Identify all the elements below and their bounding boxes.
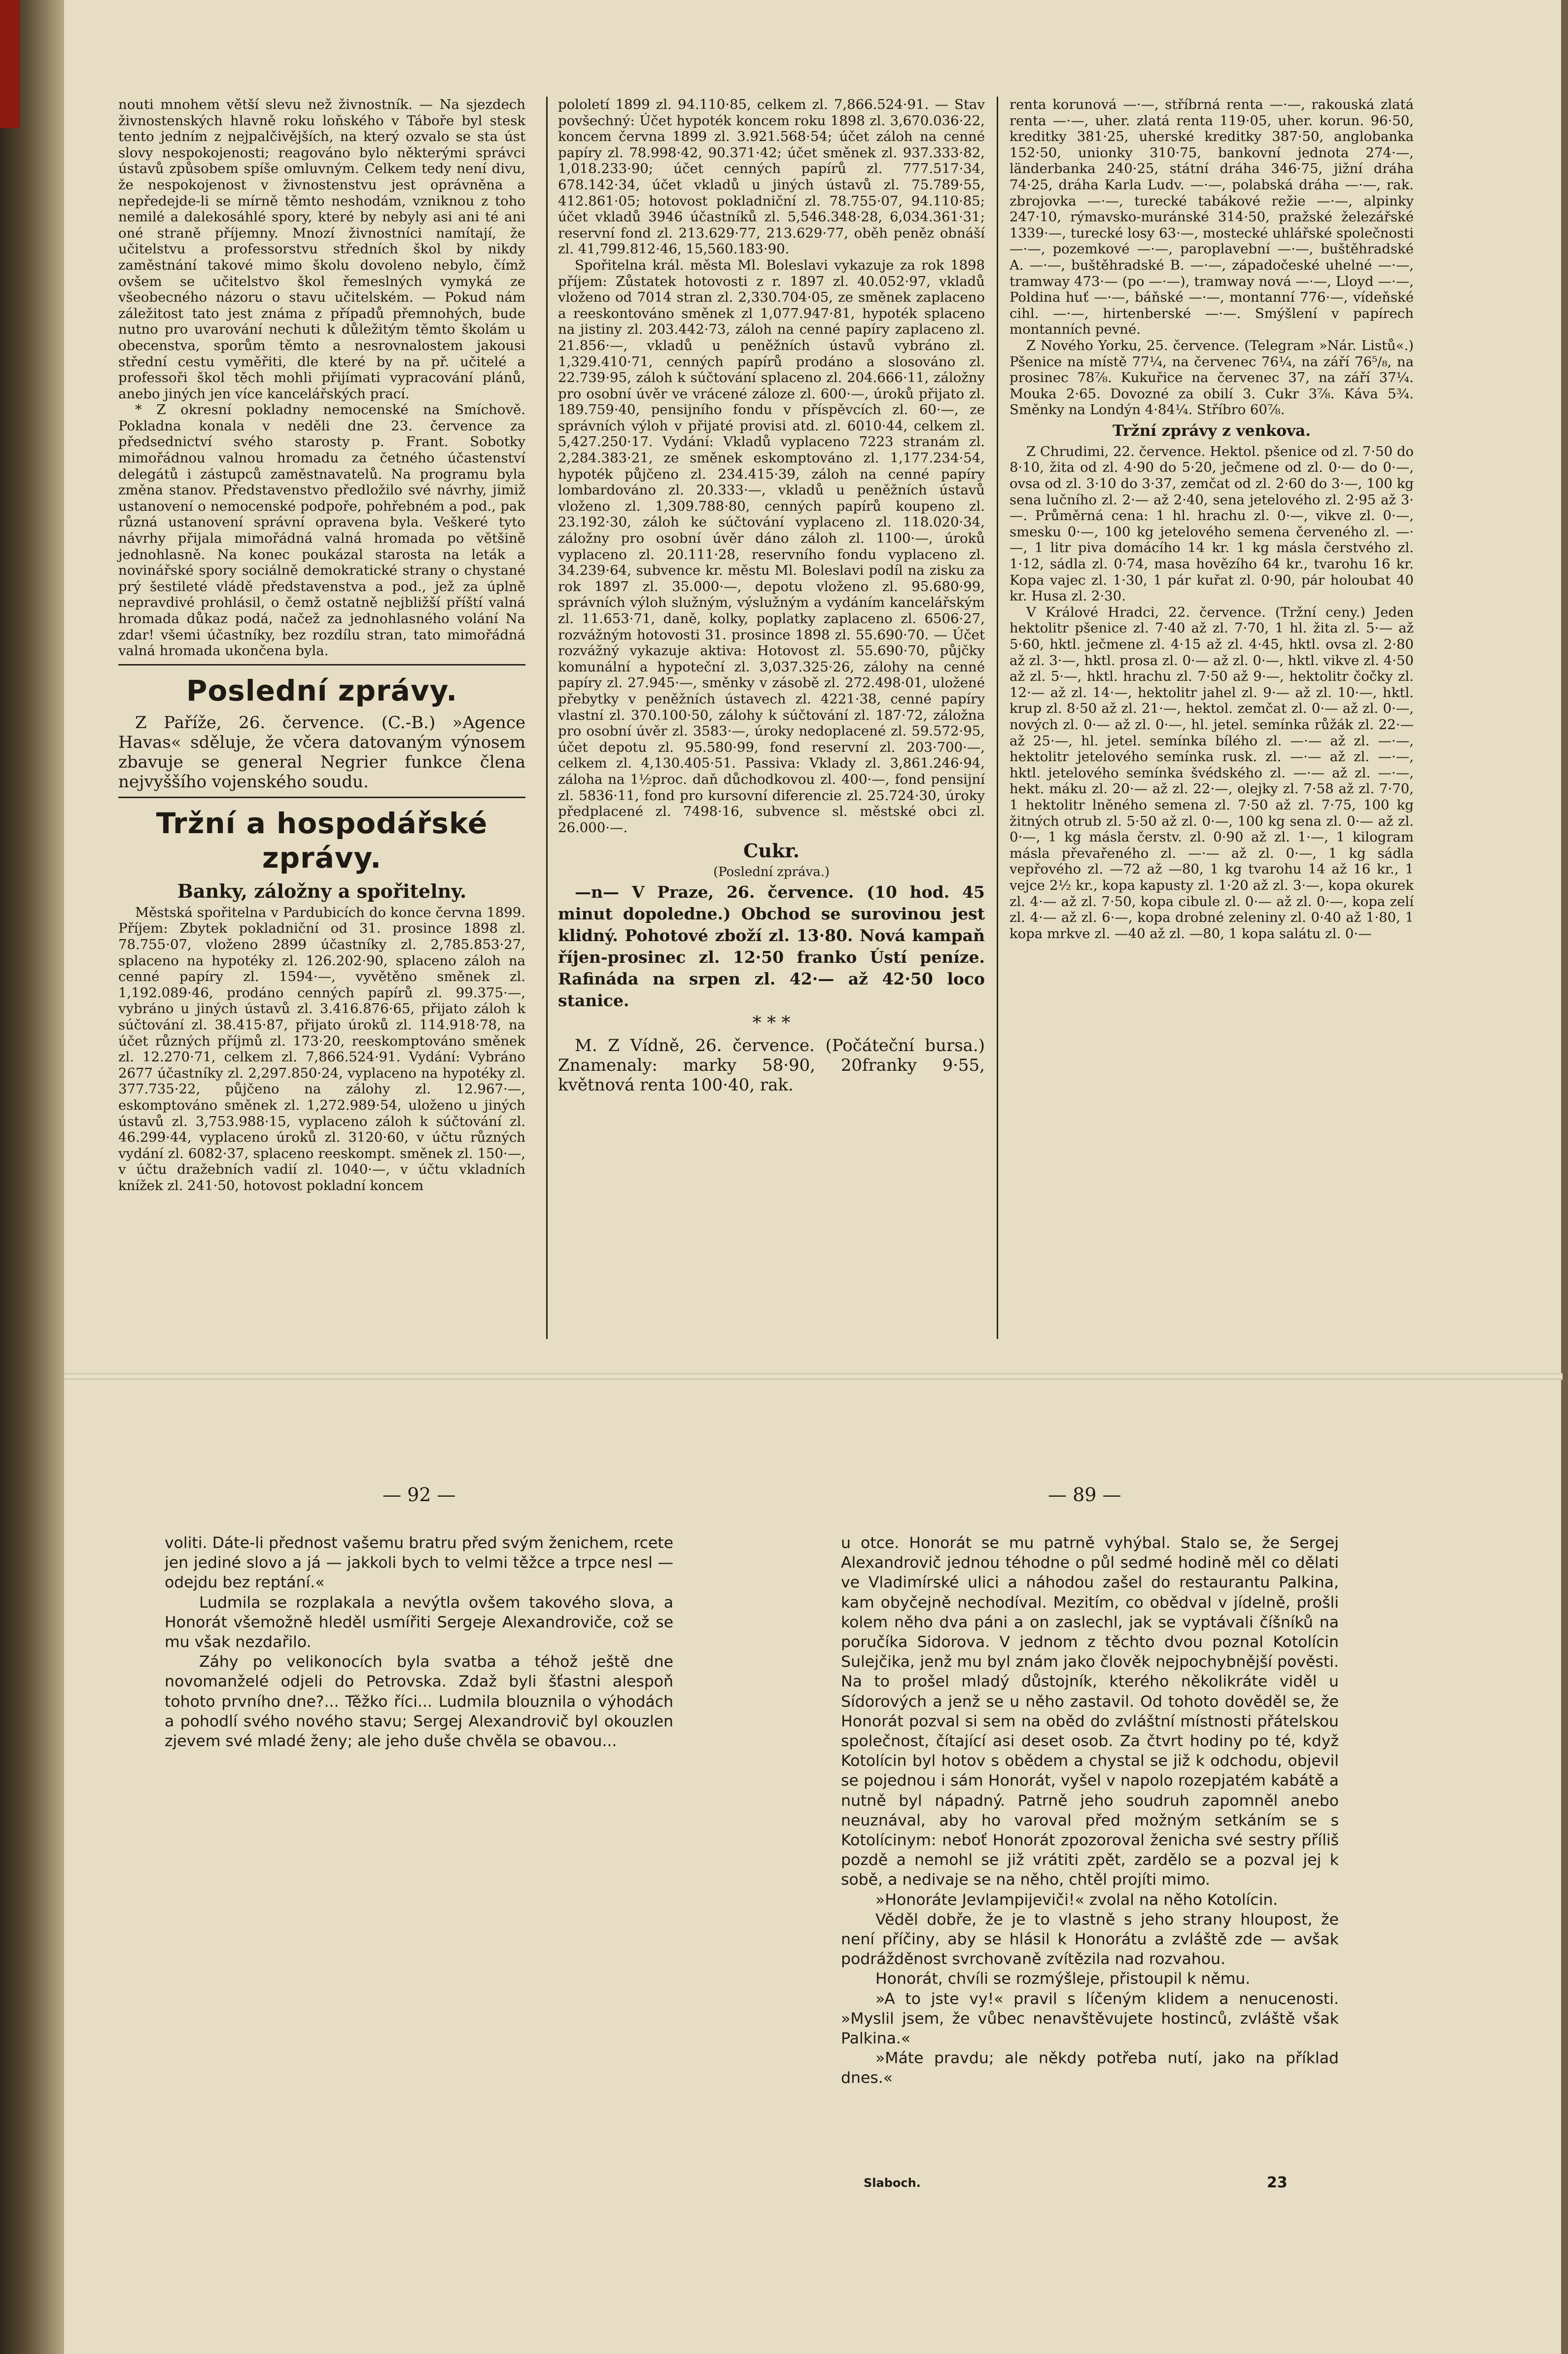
book-binding bbox=[0, 0, 64, 2354]
novel-paragraph: Věděl dobře, že je to vlastně s jeho strany hloupost, že není příčiny, aby se hlásil k Honorátu a zvláště zde — avšak podrážděnost svrchovaně zvítězila nad rozvahou. bbox=[841, 1910, 1339, 1968]
novel-paragraph: Honorát, chvíli se rozmýšleje, přistoupil k němu. bbox=[875, 1970, 1251, 1988]
divider bbox=[118, 797, 525, 798]
novel-paragraph: Ludmila se rozplakala a nevýtla ovšem takového slova, a Honorát všemožně hleděl usmířiti Sergeje Alexandroviče, což se mu však nezdařilo. bbox=[165, 1593, 673, 1651]
novel-paragraph: Záhy po velikonocích byla svatba a téhož ještě dne novomanželé odjeli do Petrovska. Zdaž byli šťastni alespoň tohoto prvního dne?... Těžko říci... Ludmila blouznila o výhodách a pohodlí svého nového stavu; Sergej Alexandrovič byl okouzlen zjevem své mladé ženy; ale jeho duše chvěla se obavou... bbox=[165, 1653, 673, 1751]
novel-right-page bbox=[841, 1533, 1339, 2164]
article-okresni-pokladna: * Z okresní pokladny nemocenské na Smíchově. Pokladna konala v neděli dne 23. července za předsednictví svého starosty p. Frant. Sobotky mimořádnou valnou hromadu za četného účastenství delegátů i zástupců zaměstnavatelů. Na programu byla změna stanov. Představenstvo předložilo své návrhy, jimiž ustanovení o nemocenské podpoře, pohřebném a pod., pak různá ustanovení správní opravena byla. Veškeré tyto návrhy přijala mimořádná valná hromada po většině jednohlasně. Na konec poukázal starosta na leták a novinářské spory sociálně demokratické strany o chystané prý šestileté vládě představenstva a pod., jež za úplně nepravdivé prohlásil, o čemž ostatně nejbližší příští valná hromada důkaz podá, načež za jednohlasného volání Na zdar! všemi účastníky, bez rozdílu stran, tato mimořádná valná hromada ukončena byla. bbox=[118, 402, 525, 659]
subheading-cukr: Cukr. bbox=[743, 840, 800, 862]
article-kralove-hradec: V Králové Hradci, 22. července. (Tržní ceny.) Jeden hektolitr pšenice zl. 7·40 až zl. 7·70, 1 hl. žita zl. 5·— až 5·60, hktl. ječmene zl. 4·15 až zl. 4·45, hktl. ovsa zl. 2·80 až zl. 3·—, hktl. prosa zl. 0·— až zl. 0·—, hktl. vikve zl. 4·50 až zl. 5·—, hktl. hrachu zl. 7·50 až 9·—, hektolitr čočky zl. 12·— až zl. 14·—, hektolitr jahel zl. 9·— až zl. 10·—, hktl. krup zl. 8·50 až zl. 21·—, hektol. zemčat zl. 0·— až zl. 0·—, nových zl. 0·— až zl. 0·—, hl. jetel. semínka růžák zl. 22·— až 25·—, hl. jetel. semínka bílého zl. —·— až zl. —·—, hektolitr jetelového semínka rusk. zl. —·— až zl. —·—, hktl. jetelového semínka švédského zl. —·— až zl. —·—, hekt. máku zl. 20·— až zl. 22·—, olejky zl. 7·58 až zl. 7·70, 1 hektolitr lněného semena zl. 7·50 až zl. 7·75, 100 kg žitných otrub zl. 5·50 až zl. 0·—, 100 kg sena zl. 0·— až zl. 0·—, 1 kg másla čerstv. zl. 0·90 až zl. 1·—, 1 kilogram másla převařeného zl. —·— až zl. 0·—, 1 kg sádla vepřového zl. —72 až —80, 1 kg tvarohu 14 až 16 kr., 1 vejce 2½ kr., kopa kapusty zl. 1·20 až zl. 3·—, kopa okurek zl. 4·— až zl. 7·50, kopa cibule zl. 0·— až zl. 0·—, kopa zelí zl. 4·— až zl. 6·—, kopa drobné zeleniny zl. 0·40 až 1·80, 1 kopa mrkve zl. —40 až zl. —80, 1 kopa salátu zl. 0·— bbox=[1010, 604, 1414, 942]
subheading-venkov: Tržní zprávy z venkova. bbox=[1112, 422, 1311, 440]
newspaper-column-1 bbox=[118, 97, 525, 1194]
footer-signature: Slaboch. bbox=[864, 2176, 921, 2190]
page-fold bbox=[64, 1373, 1563, 1380]
article-viden-continued: renta korunová —·—, stříbrná renta —·—, rakouská zlatá renta —·—, uher. zlatá renta 119·05, uher. korun. 96·50, kreditky 381·25, uherské kreditky 387·50, anglobanka 152·50, unionky 310·75, bankovní jednota 274·—, länderbanka 240·25, státní dráha 346·75, jižní dráha 74·25, dráha Karla Ludv. —·—, polabská dráha —·—, rak. zbrojovka —·—, turecké tabákové režie —·—, alpinky 247·10, rýmavsko-muránské 314·50, pražské železářské 1339·—, turecké losy 63·—, mostecké uhlářské společnosti —·—, pozemkové —·—, paroplavební —·—, buštěhradské A. —·—, buštěhradské B. —·—, západočeské uhelné —·—, tramway 473·— (po —·—), tramway nová —·—, Lloyd —·—, Poldina huť —·—, báňské —·—, montanní 776·—, vídeňské cihl. —·—, hirtenberské —·—. Smýšlení v papírech montanních pevné. bbox=[1010, 97, 1414, 338]
article-pardubice-continued: pololetí 1899 zl. 94.110·85, celkem zl. 7,866.524·91. — Stav povšechný: Účet hypoték koncem roku 1898 zl. 3,670.036·22, koncem června 1899 zl. 3.921.568·54; účet záloh na cenné papíry zl. 78.998·42, 90.371·42; účet směnek zl. 937.333·82, 1,018.233·90; účet cenných papírů zl. 777.517·34, 678.142·34, účet vkladů u jiných ústavů zl. 75.789·55, 412.861·05; hotovost pokladniční zl. 78.755·07, 94.110·85; účet vkladů 3946 účastníků zl. 5,546.348·28, 6,034.361·31; reservní fond zl. 213.629·77, 213.629·77, oběh peněz obnáší zl. 41,799.812·46, 15,560.183·90. bbox=[558, 97, 985, 257]
footer-sheet-number: 23 bbox=[1267, 2174, 1288, 2191]
article-pariz: Z Paříže, 26. července. (C.-B.) »Agence Havas« sděluje, že včera datovaným výnosem zbavuje se general Negrier funkce člena nejvyššího vojenského soudu. bbox=[118, 712, 525, 792]
newspaper-column-2 bbox=[558, 97, 985, 1324]
article-new-york: Z Nového Yorku, 25. července. (Telegram »Nár. Listů«.) Pšenice na místě 77¼, na červenec 76¼, na září 76⁵/₈, na prosinec 78⅞. Kukuřice na červenec 37, na září 37¼. Mouka 2·65. Dovozné za obilí 3. Cukr 3⅞. Káva 5¾. Směnky na Londýn 4·84¼. Stříbro 60⅞. bbox=[1010, 337, 1414, 418]
novel-paragraph: »A to jste vy!« pravil s líčeným klidem a nenucenosti. »Myslil jsem, že vůbec nenavštěvujete hostinců, zvláště však Palkina.« bbox=[841, 1990, 1339, 2048]
novel-left-page bbox=[165, 1533, 673, 1751]
section-heading-trzni: Tržní a hospodářské zprávy. bbox=[156, 806, 488, 875]
article-cukr-praha: —n— V Praze, 26. července. (10 hod. 45 minut dopoledne.) Obchod se surovinou jest klidný. Pohotové zboží zl. 13·80. Nová kampaň říjen-prosinec zl. 12·50 franko Ústí peníze. Rafináda na srpen zl. 42·— až 42·50 loco stanice. bbox=[558, 882, 985, 1010]
divider bbox=[118, 664, 525, 666]
novel-paragraph: u otce. Honorát se mu patrně vyhýbal. Stalo se, že Sergej Alexandrovič jednou téhodne o půl sedmé hodině měl co dělati ve Vladimírské ulici a náhodou zašel do restaurantu Palkina, kam obyčejně nechodíval. Mezitím, co obědval v jídelně, prošli kolem něho dva páni a on zaslechl, jak se vyptávali číšníků na poručíka Sidorova. V jednom z těchto dvou poznal Kotolícin Sulejčika, jenž mu byl znám jako člověk nejpochybnější pověsti. Na to prošel mladý důstojník, kterého několikráte viděl u Sídorových a jenž se u něho zastavil. Od tohoto dověděl se, že Honorát pozval si sem na oběd do zvláštní místnosti přátelskou společnost, čítající asi deset osob. Za čtvrt hodiny po té, když Kotolícin byl hotov s obědem a chystal se již k odchodu, objevil se pojednou i sám Honorát, vyšel v napolo rozepjatém kabátě a nutně byl nápadný. Patrně jeho soudruh zapomněl anebo neuznával, aby ho varoval před možným setkáním se s Kotolícinym: neboť Honorát zpozoroval ženicha své sestry příliš pozdě a nemohl se již vrátiti zpět, zardělo se a pozval jej k sobě, a nedivaje se na něho, chtěl projíti mimo. bbox=[841, 1534, 1339, 1889]
novel-paragraph: voliti. Dáte-li přednost vašemu bratru před svým ženichem, rcete jen jediné slovo a já — jakkoli bych to velmi těžce a trpce nesl — odejdu bez reptání.« bbox=[165, 1534, 673, 1592]
article-viden: M. Z Vídně, 26. července. (Počáteční bursa.) Znamenaly: marky 58·90, 20franky 9·55, květnová renta 100·40, rak. bbox=[558, 1035, 985, 1095]
novel-paragraph: »Honoráte Jevlampijeviči!« zvolal na něho Kotolícin. bbox=[875, 1891, 1278, 1909]
page-edge bbox=[1561, 0, 1568, 2354]
column-separator bbox=[546, 97, 548, 1339]
section-heading-posledni: Poslední zprávy. bbox=[186, 673, 458, 707]
article-boleslav-sporitelna: Spořitelna král. města Ml. Boleslavi vykazuje za rok 1898 příjem: Zůstatek hotovosti z r. 1897 zl. 40.052·97, vkladů vloženo od 7014 stran zl. 2,330.704·05, ze směnek zaplaceno a reeskontováno směnek zl 1,077.947·81, hypoték splaceno na jistiny zl. 203.442·73, záloh na cenné papíry zaplaceno zl. 21.856·—, vkladů u peněžních ústavů vybráno zl. 1,329.410·71, cenných papírů prodáno a slosováno zl. 22.739·95, záloh k súčtování splaceno zl. 204.666·11, záložny pro osobní úvěr ve vrácené záloze zl. 600·—, úroků přijato zl. 189.759·40, pensijního fondu v příspěvcích zl. 60·—, ze správních výloh v přijaté provisi atd. zl. 6010·44, celkem zl. 5,427.250·17. Vydání: Vkladů vyplaceno 7223 stranám zl. 2,284.383·21, ze směnek eskomptováno zl. 1,177.234·54, hypoték půjčeno zl. 234.415·39, záloh na cenné papíry lombardováno zl. 20.333·—, vkladů u peněžních ústavů vloženo zl. 1,309.788·80, cenných papírů koupeno zl. 23.192·30, záloh ke súčtování vyplaceno zl. 118.020·34, záložny pro osobní úvěr dáno záloh zl. 1100·—, úroků vyplaceno zl. 20.111·28, reservního fondu vyplaceno zl. 34.239·64, subvence kr. městu Ml. Boleslavi podíl na zisku za rok 1897 zl. 35.000·—, depotu vloženo zl. 95.680·99, správních výloh služným, výslužným a vydáním kancelářským zl. 11.653·71, daně, kolky, poplatky zaplaceno zl. 6506·27, rozvážným hotovosti 31. prosince 1898 zl. 55.690·70. — Účet rozvážný vykazuje aktiva: Hotovost zl. 55.690·70, půjčky komunální a hypoteční zl. 3,037.325·26, zálohy na cenné papíry zl. 27.945·—, směnky v zásobě zl. 272.498·01, uložené přebytky v peněžních ústavech zl. 4221·38, cenné papíry vlastní zl. 370.100·50, zálohy k súčtování zl. 187·72, záložna pro osobní úvěr zl. 3583·—, úroky nedoplacené zl. 59.572·95, účet depotu zl. 95.580·99, fond reservní zl. 203·700·—, celkem zl. 4,130.405·51. Passiva: Vklady zl. 3,861.246·94, záloha na 1½proc. daň důchodkovou zl. 400·—, fond pensijní zl. 5836·11, fond pro kursovní diferencie zl. 25.724·30, úroky předplacené zl. 7498·16, subvence sl. městské obci zl. 26.000·—. bbox=[558, 257, 985, 836]
section-stars: * * * bbox=[752, 1013, 791, 1033]
left-page-number: — 92 — bbox=[383, 1484, 456, 1506]
column-separator bbox=[997, 97, 998, 1339]
article-chrudim: Z Chrudimi, 22. července. Hektol. pšenice od zl. 7·50 do 8·10, žita od zl. 4·90 do 5·20, ječmene od zl. 0·— do 0·—, ovsa od zl. 3·10 do 3·37, zemčat od zl. 2·60 do 3·—, 100 kg sena lučního zl. 2·— až 2·40, sena jetelového zl. 2·95 až 3·—. Průměrná cena: 1 hl. hrachu zl. 0·—, vikve zl. 0·—, smesku 0·—, 100 kg jetelového semena červeného zl. —·—, 1 litr piva domácího 14 kr. 1 kg másla čerstvého zl. 1·12, sádla zl. 0·74, masa hovězího 64 kr., tvarohu 16 kr. Kopa vajec zl. 1·30, 1 pár kuřat zl. 0·90, pár holoubat 40 kr. Husa zl. 2·30. bbox=[1010, 443, 1414, 604]
binding-red-strip bbox=[0, 0, 20, 128]
cukr-subtitle: (Poslední zpráva.) bbox=[713, 865, 830, 880]
right-page-number: — 89 — bbox=[1048, 1484, 1121, 1506]
novel-paragraph: »Máte pravdu; ale někdy potřeba nutí, jako na příklad dnes.« bbox=[841, 2049, 1339, 2087]
newspaper-column-3 bbox=[1010, 97, 1414, 1324]
subheading-banky: Banky, záložny a spořitelny. bbox=[177, 879, 467, 902]
article-teachers-text: nouti mnohem větší slevu než živnostník. — Na sjezdech živnostenských hlavně roku loňského v Táboře byl stesk tento jedním z nejpalčivějších, na který ozvalo se sta úst slovy nespokojenosti; reagováno bylo některými správci ústavů způsobem spíše omluvným. Celkem tedy není divu, že nespokojenost v živnostenstvu jest oprávněna a nepředejde-li se mírně těmto neshodám, vzniknou z toho nemilé a dalekosáhlé spory, které by nebyly asi ani té ani oné straně příjemny. Mnozí živnostníci namítají, že učitelstvu a professorstvu středních škol by nikdy zaměstnání takové mimo školu dovoleno nebylo, čímž ovšem se učitelstvo škol řemeslných vymyká ze všeobecného názoru o stavu učitelském. — Pokud nám záležitost tato jest známa z případů přemnohých, bude nutno pro uvarování nechuti k důležitým těmto školám u obecenstva, sporům těmto a nesrovnalostem jakousi střední cestu vyměřiti, dle které by na př. učitelé a professoři škol těch mohli přijímati vypracování plánů, anebo jiných jen více kancelářských prací. bbox=[118, 97, 525, 402]
article-pardubice-sporitelna: Městská spořitelna v Pardubicích do konce června 1899. Příjem: Zbytek pokladniční od 31. prosince 1898 zl. 78.755·07, vloženo 2899 účastníky zl. 2,785.853·27, splaceno na hypotéky zl. 126.202·90, splaceno záloh na cenné papíry zl. 1594·—, vyvětěno směnek zl. 1,192.089·46, prodáno cenných papírů zl. 99.375·—, vybráno u jiných ústavů zl. 3.416.876·65, přijato záloh k súčtování zl. 38.415·87, přijato úroků zl. 114.918·78, na účet různých příjmů zl. 173·20, reeskomptováno směnek zl. 12.270·71, celkem zl. 7,866.524·91. Vydání: Vybráno 2677 účastníky zl. 2,297.850·24, vyplaceno na hypotéky zl. 377.735·22, půjčeno na zálohy zl. 12.967·—, eskomptováno směnek zl. 1,272.989·54, uloženo u jiných ústavů zl. 3,753.988·15, vyplaceno záloh k súčtování zl. 46.299·44, vyplaceno úroků zl. 3120·60, v účtu různých vydání zl. 6082·37, splaceno reeskompt. směnek zl. 150·—, v účtu dražebních vadií zl. 1040·—, v účtu vkladních knížek zl. 241·50, hotovost pokladní koncem bbox=[118, 904, 525, 1194]
